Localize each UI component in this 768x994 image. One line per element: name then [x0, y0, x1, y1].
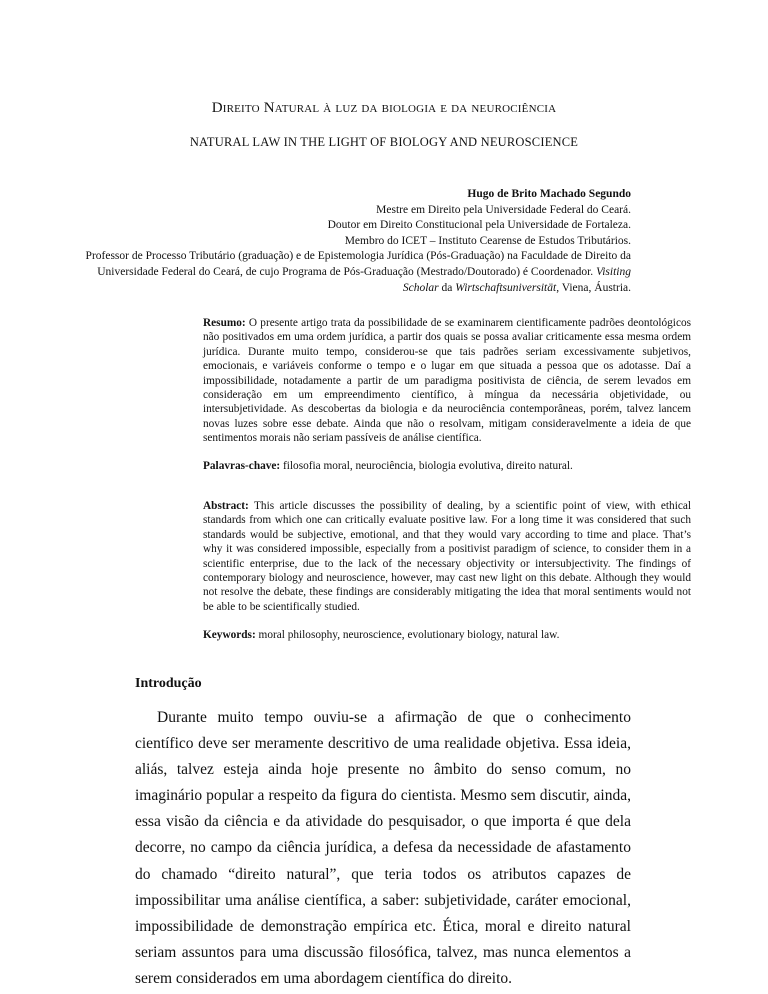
palavras-chave-text: filosofia moral, neurociência, biologia evolutiva, direito natural.: [280, 460, 573, 472]
location-text: , Viena, Áustria.: [556, 281, 631, 294]
author-credential: Mestre em Direito pela Universidade Federal do Ceará.: [376, 203, 631, 216]
article-title-portuguese: Direito Natural à luz da biologia e da neurociência: [211, 100, 557, 116]
palavras-chave-paragraph: [203, 459, 691, 473]
abstract-text: This article discusses the possibility of dealing, by a scientific point of view, with ethical standards from which one can critically evaluate positive law. For a long time it was considered that such standards would be subjective, emotional, and that they would vary according to time and place. That’s why it was considered impossible, especially from a positivist paradigm of science, to consider them in a scientific enterprise, due to the lack of the necessary objectivity or intersubjectivity. The findings of contemporary biology and neuroscience, however, may cast new light on this debate. Although they would not resolve the debate, these findings are considerably mitigating the idea that moral sentiments would not be able to be scientifically studied.: [203, 500, 691, 613]
author-credential-text: Professor de Processo Tributário (graduação) e de Epistemologia Jurídica (Pós-Graduação) na Faculdade de Direito da Universidade Federal do Ceará, de cujo Programa de Pós-Graduação (Mestrado/Doutorado) é Coordenador.: [85, 250, 631, 278]
article-title-english: NATURAL LAW IN THE LIGHT OF BIOLOGY AND NEUROSCIENCE: [189, 135, 579, 149]
author-credential: Membro do ICET – Instituto Cearense de Estudos Tributários.: [344, 234, 631, 247]
keywords-paragraph: [203, 628, 691, 642]
palavras-chave-label: Palavras-chave:: [203, 460, 281, 472]
author-name: Hugo de Brito Machado Segundo: [467, 188, 631, 200]
keywords-label: Keywords:: [203, 629, 256, 641]
resumo-paragraph: [203, 316, 691, 446]
section-heading: Introdução: [135, 676, 202, 691]
abstract-paragraph: [203, 499, 691, 614]
resumo-text: O presente artigo trata da possibilidade de se examinarem cientificamente padrões deontológicos não positivados em uma ordem jurídica, a partir dos quais se possa avaliar criticamente essa mesma ordem jurídica. Durante muito tempo, considerou-se que tais padrões seriam excessivamente subjetivos, emocionais, e variáveis conforme o tempo e o lugar em que situada a pessoa que os adotasse. Daí a impossibilidade, notadamente a partir de um paradigma positivista de ciência, de serem levados em consideração em um empreendimento científico, à míngua da necessária objetividade, ou intersubjetividade. As descobertas da biologia e da neurociência contemporâneas, porém, talvez lancem novas luzes sobre esse debate. Ainda que não o resolvam, mitigam consideravelmente a ideia de que sentimentos morais não seriam passíveis de análise científica.: [203, 317, 691, 445]
visiting-scholar-text: Visiting Scholar: [402, 265, 631, 294]
university-name: Wirtschaftsuniversität: [455, 281, 557, 294]
body-paragraph: Durante muito tempo ouviu-se a afirmação de que o conhecimento científico deve ser meramente descritivo de uma realidade objetiva. Essa ideia, aliás, talvez esteja ainda hoje presente no âmbito do senso comum, no imaginário popular a respeito da figura do cientista. Mesmo sem discutir, ainda, essa visão da ciência e da atividade do pesquisador, o que importa é que dela decorre, no campo da ciência jurídica, a defesa da necessidade de afastamento do chamado “direito natural”, que teria todos os atributos capazes de impossibilitar uma análise científica, a saber: subjetividade, caráter emocional, impossibilidade de demonstração empírica etc. Ética, moral e direito natural seriam assuntos para uma discussão filosófica, talvez, mas nunca elementos a serem considerados em uma abordagem científica do direito.: [135, 709, 631, 987]
resumo-label: Resumo:: [203, 317, 246, 329]
author-credential: Doutor em Direito Constitucional pela Universidade de Fortaleza.: [327, 219, 631, 232]
keywords-text: moral philosophy, neuroscience, evolutionary biology, natural law.: [255, 629, 560, 641]
author-credential: [71, 249, 631, 296]
author-block: [71, 187, 631, 296]
abstract-label: Abstract:: [203, 500, 249, 512]
connector-text: da: [438, 281, 456, 294]
